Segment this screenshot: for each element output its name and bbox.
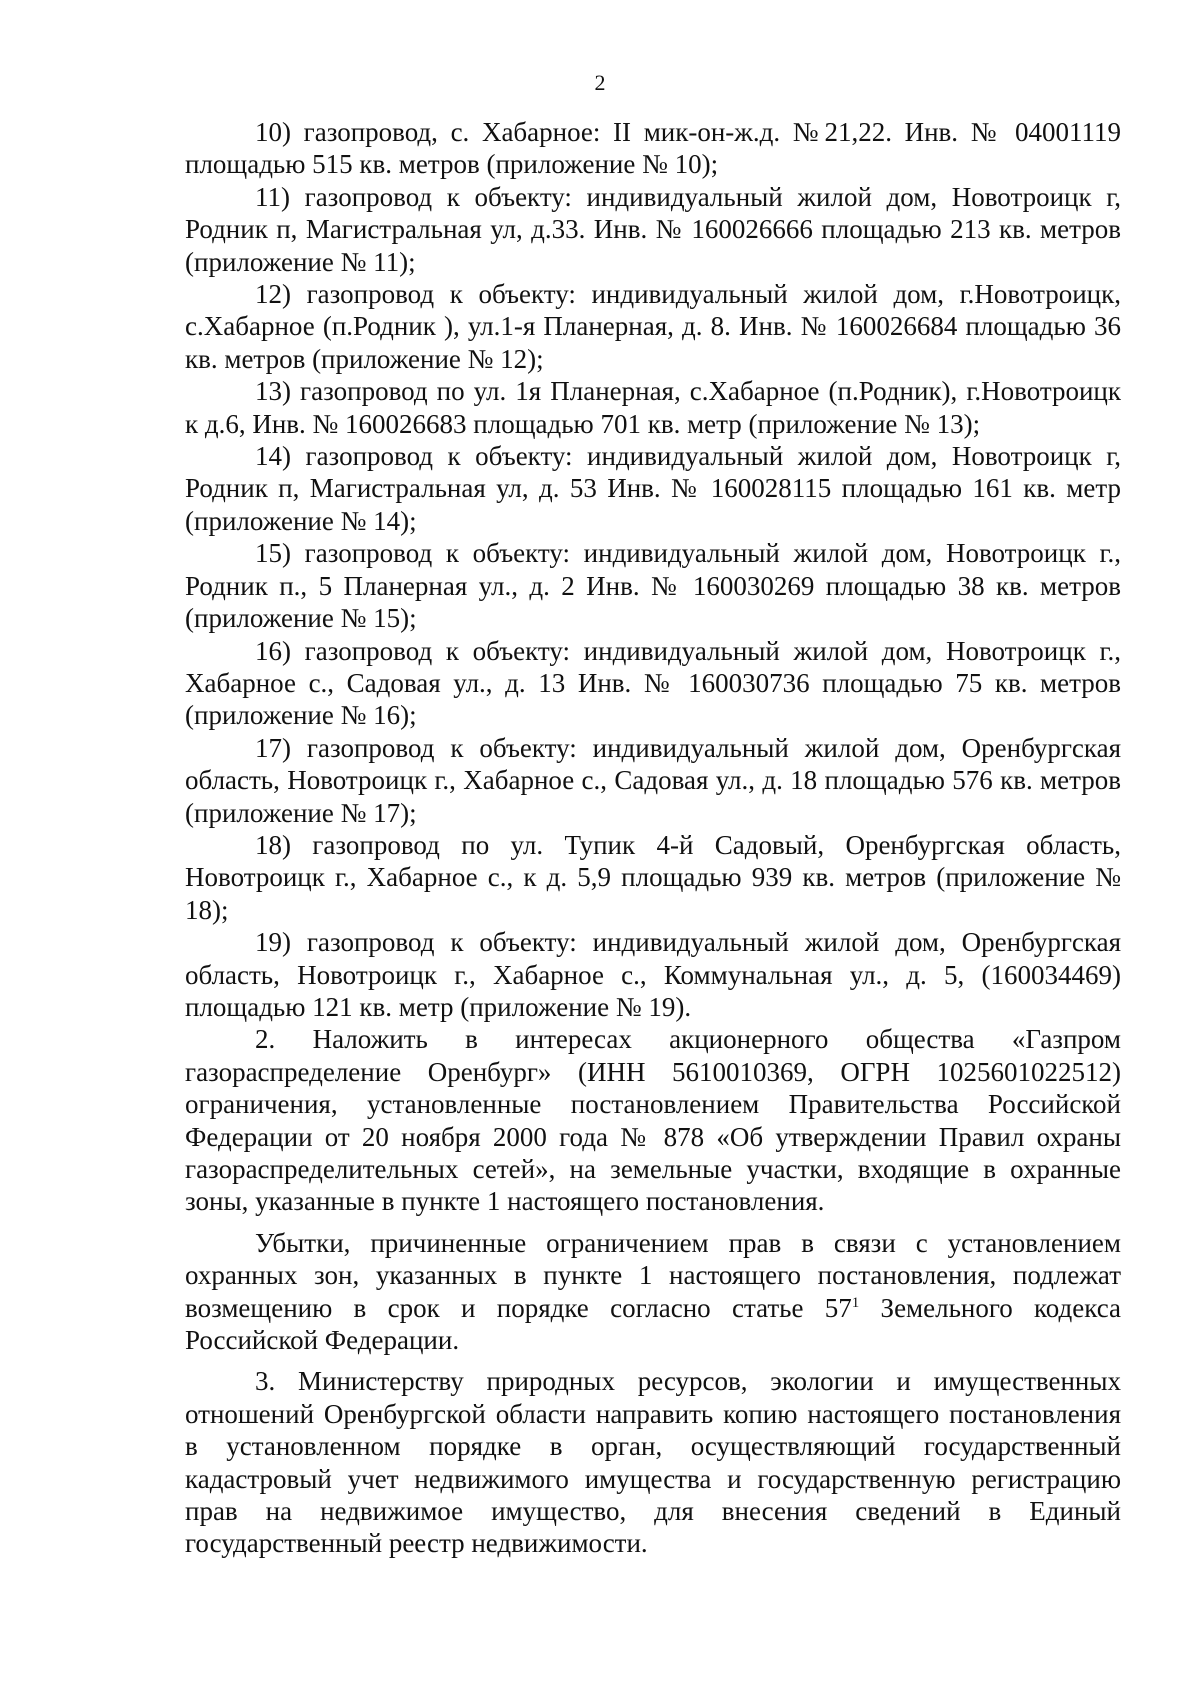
clause-2-paragraph: 2. Наложить в интересах акционерного общества «Газпром газораспределение Оренбург» (ИНН 5610010369, ОГРН 1025601022512) ограничения, установленные постановлением Правительства Российской Федерации от 20 ноября 2000 года № 878 «Об утверждении Правил охраны газораспределительных сетей», на земельные участки, входящие в охранные зоны, указанные в пункте 1 настоящего постановления.	[185, 1024, 1121, 1217]
page-number: 2	[594, 70, 606, 95]
list-item: 17) газопровод к объекту: индивидуальный жилой дом, Оренбургская область, Новотроицк г., Хабарное с., Садовая ул., д. 18 площадью 576 кв. метров (приложение № 17);	[185, 732, 1121, 828]
list-item: 14) газопровод к объекту: индивидуальный жилой дом, Новотроицк г, Родник п, Магистральная ул, д. 53 Инв. № 160028115 площадью 161 кв. метр (приложение № 14);	[185, 441, 1121, 536]
losses-text-end: Земельного кодекса Российской Федерации.	[185, 1292, 1121, 1356]
article-superscript: 1	[851, 1294, 860, 1311]
list-item: 13) газопровод по ул. 1я Планерная, с.Хабарное (п.Родник), г.Новотроицк к д.6, Инв. № 160026683 площадью 701 кв. метр (приложение № 13);	[185, 376, 1121, 439]
losses-paragraph	[185, 1227, 1121, 1357]
document-body	[185, 116, 1121, 1560]
list-item: 18) газопровод по ул. Тупик 4-й Садовый, Оренбургская область, Новотроицк г., Хабарное с., к д. 5,9 площадью 939 кв. метров (приложение № 18);	[185, 829, 1121, 925]
list-item: 11) газопровод к объекту: индивидуальный жилой дом, Новотроицк г, Родник п, Магистральная ул, д.33. Инв. № 160026666 площадью 213 кв. метров (приложение № 11);	[185, 181, 1121, 277]
list-item: 15) газопровод к объекту: индивидуальный жилой дом, Новотроицк г., Родник п., 5 Планерная ул., д. 2 Инв. № 160030269 площадью 38 кв. метров (приложение № 15);	[185, 538, 1121, 634]
list-item: 12) газопровод к объекту: индивидуальный жилой дом, г.Новотроицк, с.Хабарное (п.Родник ), ул.1-я Планерная, д. 8. Инв. № 160026684 площадью 36 кв. метров (приложение № 12);	[185, 279, 1121, 374]
list-item: 19) газопровод к объекту: индивидуальный жилой дом, Оренбургская область, Новотроицк г., Хабарное с., Коммунальная ул., д. 5, (160034469) площадью 121 кв. метр (приложение № 19).	[185, 927, 1121, 1022]
list-item: 16) газопровод к объекту: индивидуальный жилой дом, Новотроицк г., Хабарное с., Садовая ул., д. 13 Инв. № 160030736 площадью 75 кв. метров (приложение № 16);	[185, 635, 1121, 731]
losses-text: Убытки, причиненные ограничением прав в связи с установлением охранных зон, указанных в пункте 1 настоящего постановления, подлежат возмещению в срок и порядке согласно статье 57	[185, 1227, 1121, 1323]
clause-3-paragraph: 3. Министерству природных ресурсов, экологии и имущественных отношений Оренбургской области направить копию настоящего постановления в установленном порядке в орган, осуществляющий государственный кадастровый учет недвижимого имущества и государственную регистрацию прав на недвижимое имущество, для внесения сведений в Единый государственный реестр недвижимости.	[185, 1366, 1121, 1559]
list-item: 10) газопровод, с. Хабарное: II мик-он-ж.д. №21,22. Инв. № 04001119 площадью 515 кв. метров (приложение № 10);	[185, 117, 1121, 180]
